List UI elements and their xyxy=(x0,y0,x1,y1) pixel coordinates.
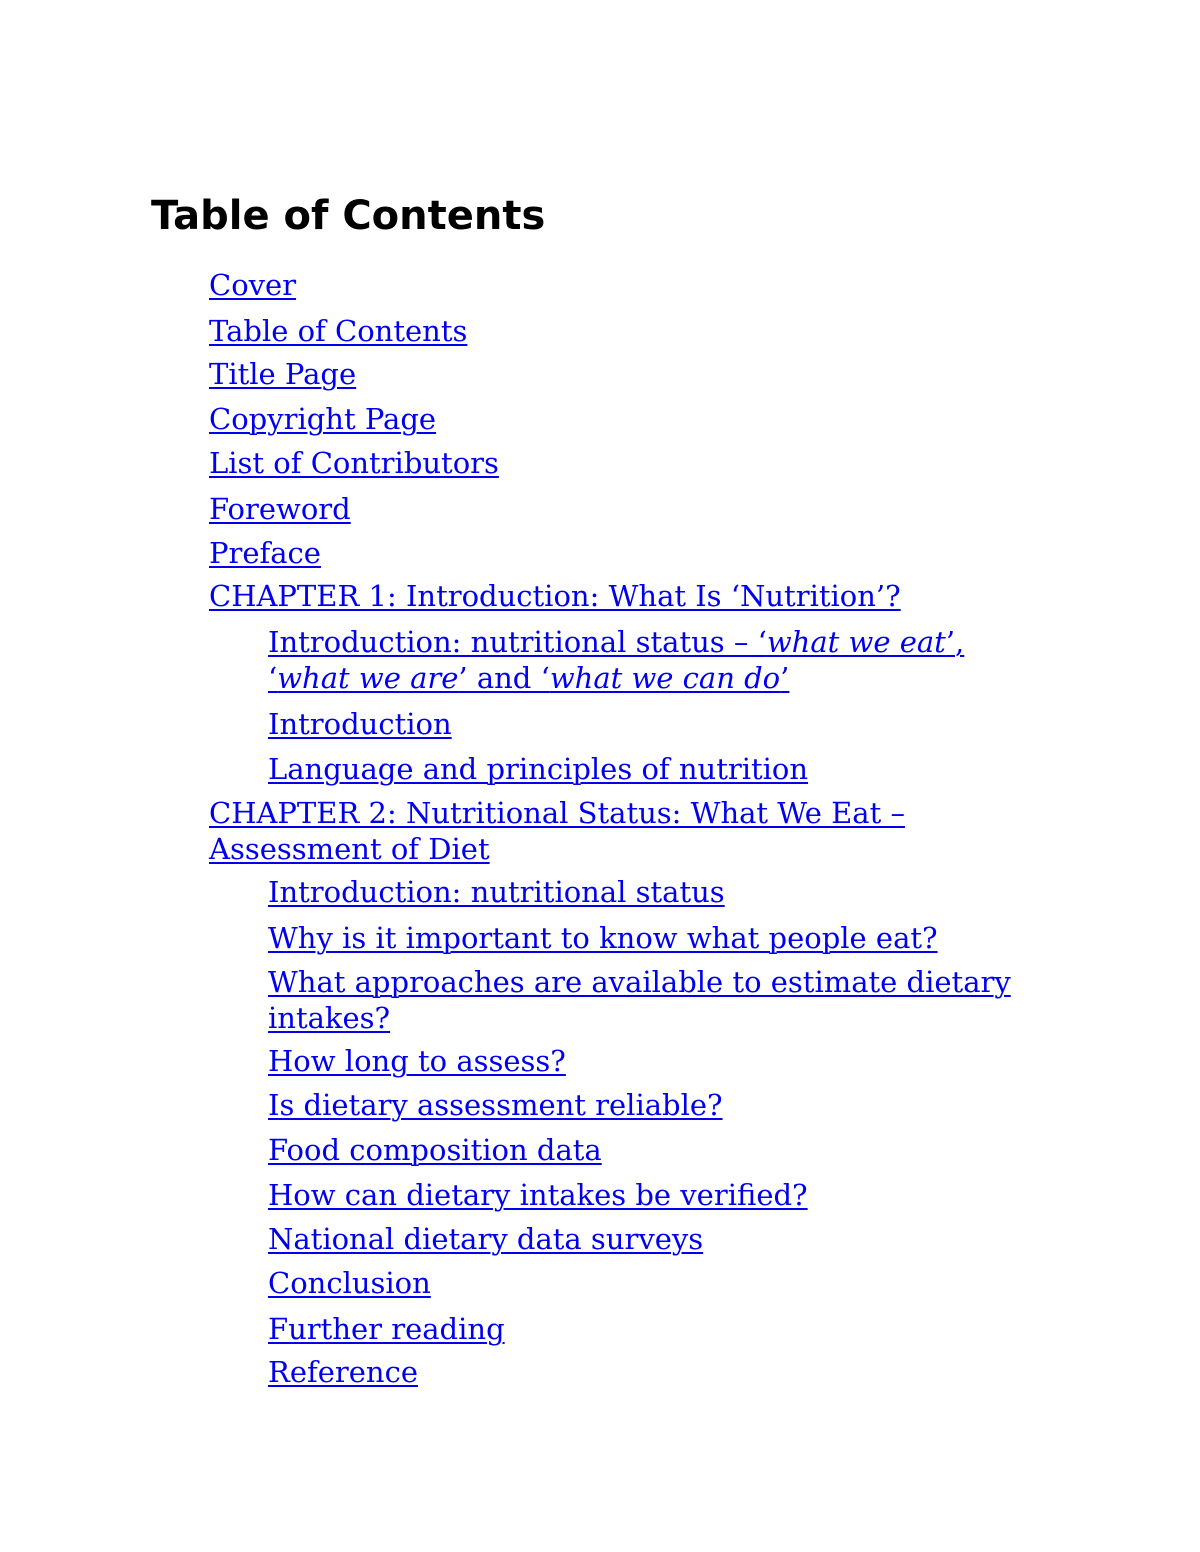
toc-link-verified[interactable]: How can dietary intakes be verified? xyxy=(268,1178,808,1212)
toc-entry-conclusion xyxy=(268,1265,1058,1301)
toc-entry-introduction xyxy=(268,706,1058,742)
toc-link-further-reading[interactable]: Further reading xyxy=(268,1312,505,1346)
toc-link-cover[interactable]: Cover xyxy=(209,268,297,302)
toc-link-conclusion[interactable]: Conclusion xyxy=(268,1266,431,1300)
toc-entry-introduction-nutritional-status xyxy=(268,874,1058,910)
toc-entry-reference xyxy=(268,1354,1058,1390)
toc-link-why-important[interactable]: Why is it important to know what people eat? xyxy=(268,921,938,955)
toc-entry-national-surveys xyxy=(268,1221,1058,1257)
link-text-part: ’, ‘ xyxy=(268,625,965,695)
page-title: Table of Contents xyxy=(151,193,546,239)
toc-link-food-composition[interactable]: Food composition data xyxy=(268,1133,602,1167)
link-text-part: ’ xyxy=(780,661,790,695)
link-text-italic: what we can do xyxy=(549,661,781,695)
toc-entry-food-composition xyxy=(268,1132,1058,1168)
link-text-italic: what we eat xyxy=(766,625,946,659)
toc-link-copyright-page[interactable]: Copyright Page xyxy=(209,402,437,436)
toc-entry-copyright-page xyxy=(209,401,969,437)
toc-entry-approaches xyxy=(268,964,1048,1036)
toc-entry-list-of-contributors xyxy=(209,445,969,481)
toc-link-foreword[interactable]: Foreword xyxy=(209,492,351,526)
toc-link-introduction-nutritional-status[interactable]: Introduction: nutritional status xyxy=(268,875,725,909)
toc-entry-table-of-contents xyxy=(209,313,969,349)
toc-link-table-of-contents[interactable]: Table of Contents xyxy=(209,314,468,348)
toc-entry-preface xyxy=(209,535,969,571)
toc-entry-why-important xyxy=(268,920,1058,956)
toc-link-reliable[interactable]: Is dietary assessment reliable? xyxy=(268,1088,723,1122)
toc-link-chapter-2[interactable]: CHAPTER 2: Nutritional Status: What We Eat – Assessment of Diet xyxy=(209,796,905,866)
toc-entry-reliable xyxy=(268,1087,1058,1123)
toc-link-introduction[interactable]: Introduction xyxy=(268,707,452,741)
link-text-italic: what we are xyxy=(277,661,459,695)
toc-entry-chapter-2 xyxy=(209,795,939,867)
toc-entry-nutritional-status-intro xyxy=(268,624,988,696)
toc-link-language-principles[interactable]: Language and principles of nutrition xyxy=(268,752,809,786)
toc-link-national-surveys[interactable]: National dietary data surveys xyxy=(268,1222,704,1256)
link-text-part: Introduction: nutritional status – ‘ xyxy=(268,625,767,659)
toc-link-approaches[interactable]: What approaches are available to estimate dietary intakes? xyxy=(268,965,1011,1035)
toc-entry-verified xyxy=(268,1177,1058,1213)
toc-link-title-page[interactable]: Title Page xyxy=(209,357,357,391)
toc-entry-foreword xyxy=(209,491,969,527)
link-text-part: ’ and ‘ xyxy=(458,661,550,695)
toc-entry-how-long xyxy=(268,1043,1058,1079)
toc-link-chapter-1[interactable]: CHAPTER 1: Introduction: What Is ‘Nutrition’? xyxy=(209,579,901,613)
toc-entry-chapter-1 xyxy=(209,578,969,614)
toc-link-reference[interactable]: Reference xyxy=(268,1355,418,1389)
toc-entry-cover xyxy=(209,267,969,303)
toc-link-preface[interactable]: Preface xyxy=(209,536,321,570)
toc-entry-language-principles xyxy=(268,751,1058,787)
toc-link-nutritional-status-intro[interactable] xyxy=(268,625,964,695)
toc-entry-further-reading xyxy=(268,1311,1058,1347)
toc-entry-title-page xyxy=(209,356,969,392)
toc-link-list-of-contributors[interactable]: List of Contributors xyxy=(209,446,499,480)
toc-link-how-long[interactable]: How long to assess? xyxy=(268,1044,566,1078)
